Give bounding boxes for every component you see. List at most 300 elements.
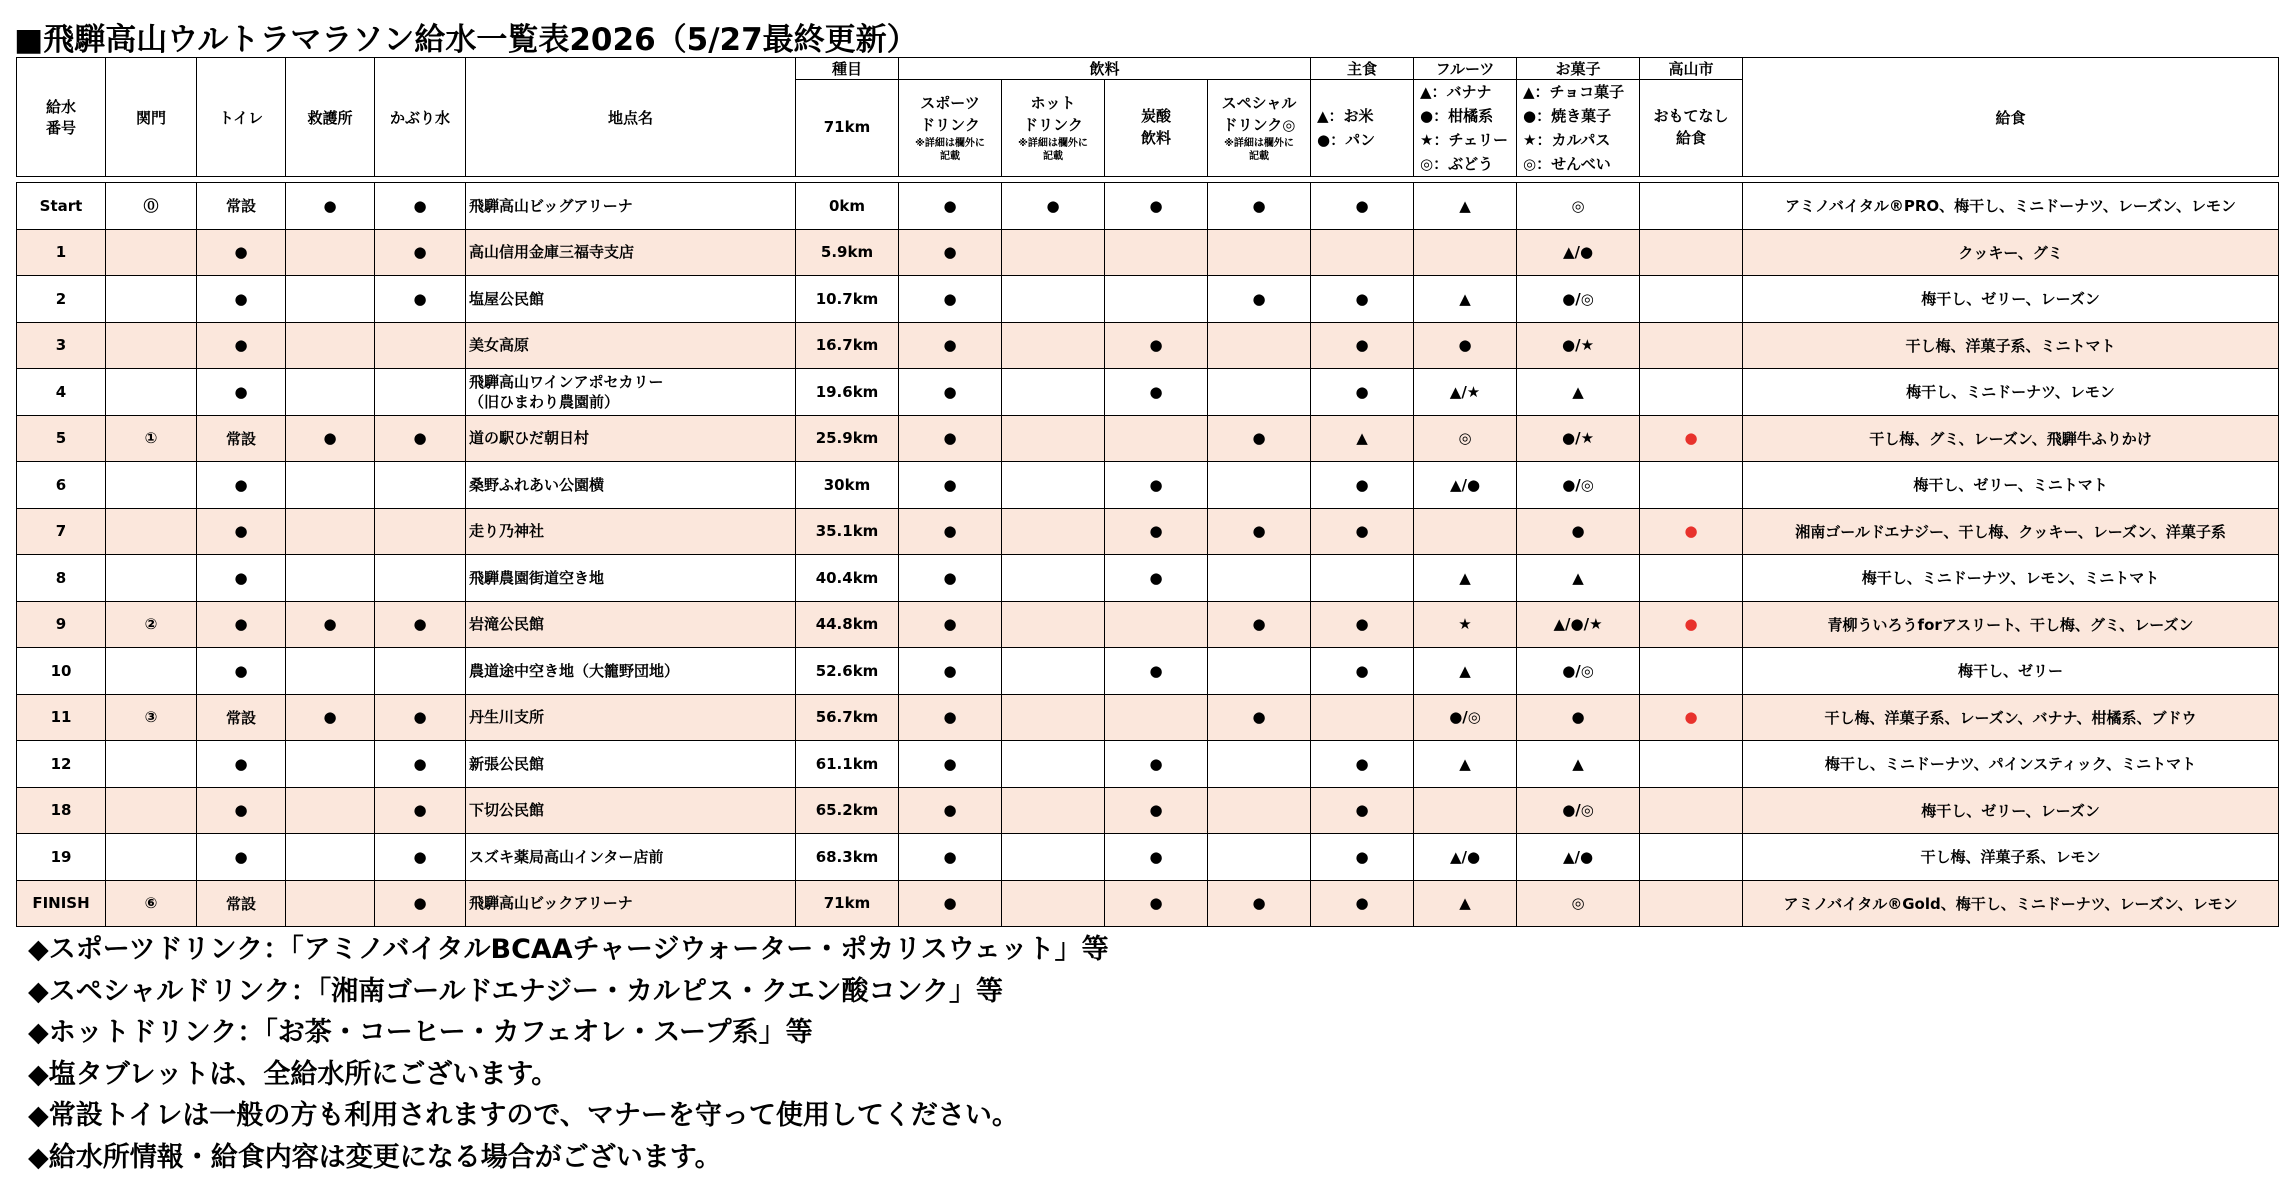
cell-toilet: 常設 <box>197 415 286 462</box>
cell-number: FINISH <box>17 880 106 927</box>
cell-number: 19 <box>17 834 106 881</box>
cell-distance: 30km <box>796 462 899 509</box>
cell-distance: 35.1km <box>796 508 899 555</box>
cell-toilet: ● <box>197 834 286 881</box>
cell-omotenashi <box>1640 276 1743 323</box>
cell-sports-drink: ● <box>899 508 1002 555</box>
note-sports-drink: ◆スポーツドリンク：「アミノバイタルBCAAチャージウォーター・ポカリスウェット」等 <box>28 934 1109 965</box>
cell-aid <box>286 229 375 276</box>
cell-hot-drink <box>1002 741 1105 788</box>
cell-snack: ●/◎ <box>1517 787 1640 834</box>
cell-omotenashi <box>1640 880 1743 927</box>
cell-location: 新張公民館 <box>466 741 796 788</box>
cell-toilet: ● <box>197 787 286 834</box>
cell-special-drink: ● <box>1208 183 1311 230</box>
cell-gate <box>106 462 197 509</box>
cell-gate <box>106 555 197 602</box>
cell-number: 2 <box>17 276 106 323</box>
table-row <box>17 601 2279 648</box>
cell-toilet: ● <box>197 555 286 602</box>
cell-omotenashi <box>1640 787 1743 834</box>
cell-staple <box>1311 555 1414 602</box>
cell-omotenashi <box>1640 369 1743 416</box>
cell-water: ● <box>375 880 466 927</box>
cell-fruit: ▲ <box>1414 555 1517 602</box>
cell-hot-drink <box>1002 508 1105 555</box>
cell-water: ● <box>375 834 466 881</box>
cell-staple: ● <box>1311 183 1414 230</box>
cell-snack: ●/◎ <box>1517 462 1640 509</box>
cell-water <box>375 369 466 416</box>
cell-omotenashi <box>1640 555 1743 602</box>
cell-distance: 68.3km <box>796 834 899 881</box>
cell-water: ● <box>375 694 466 741</box>
cell-snack: ▲/●/★ <box>1517 601 1640 648</box>
cell-gate: ③ <box>106 694 197 741</box>
cell-meal: アミノバイタル®PRO、梅干し、ミニドーナツ、レーズン、レモン <box>1743 183 2279 230</box>
cell-staple: ● <box>1311 741 1414 788</box>
cell-number: 10 <box>17 648 106 695</box>
footer-notes <box>28 929 1109 1178</box>
cell-meal: 梅干し、ミニドーナツ、パインスティック、ミニトマト <box>1743 741 2279 788</box>
cell-meal: 干し梅、洋菓子系、ミニトマト <box>1743 322 2279 369</box>
cell-water <box>375 462 466 509</box>
cell-aid <box>286 322 375 369</box>
cell-hot-drink <box>1002 601 1105 648</box>
cell-water <box>375 648 466 695</box>
cell-soda <box>1105 229 1208 276</box>
cell-fruit: ●/◎ <box>1414 694 1517 741</box>
header-distance: 71km <box>796 80 899 177</box>
header-soda: 炭酸 飲料 <box>1105 80 1208 177</box>
note-subject-to-change: ◆給水所情報・給食内容は変更になる場合がございます。 <box>28 1141 722 1173</box>
cell-fruit: ▲ <box>1414 276 1517 323</box>
cell-gate <box>106 322 197 369</box>
table-row <box>17 741 2279 788</box>
cell-toilet: ● <box>197 322 286 369</box>
header-drinks-group: 飲料 <box>899 58 1311 80</box>
table-row <box>17 276 2279 323</box>
cell-location: 下切公民館 <box>466 787 796 834</box>
cell-fruit: ▲/● <box>1414 834 1517 881</box>
cell-meal: 干し梅、洋菓子系、レーズン、バナナ、柑橘系、ブドウ <box>1743 694 2279 741</box>
cell-sports-drink: ● <box>899 322 1002 369</box>
cell-staple: ● <box>1311 787 1414 834</box>
header-water: かぶり水 <box>375 58 466 177</box>
cell-distance: 10.7km <box>796 276 899 323</box>
header-special-note: ※詳細は欄外に 記載 <box>1224 137 1294 162</box>
cell-soda: ● <box>1105 508 1208 555</box>
cell-omotenashi: ● <box>1640 694 1743 741</box>
cell-sports-drink: ● <box>899 415 1002 462</box>
cell-sports-drink: ● <box>899 462 1002 509</box>
cell-location: 飛騨高山ビックアリーナ <box>466 880 796 927</box>
cell-distance: 56.7km <box>796 694 899 741</box>
cell-meal: 梅干し、ゼリー <box>1743 648 2279 695</box>
cell-fruit <box>1414 508 1517 555</box>
cell-location: 桑野ふれあい公園横 <box>466 462 796 509</box>
cell-meal: 干し梅、グミ、レーズン、飛騨牛ふりかけ <box>1743 415 2279 462</box>
cell-fruit: ▲/★ <box>1414 369 1517 416</box>
cell-location: 飛騨高山ビッグアリーナ <box>466 183 796 230</box>
cell-hot-drink <box>1002 229 1105 276</box>
cell-staple: ● <box>1311 880 1414 927</box>
header-sports-note: ※詳細は欄外に 記載 <box>915 137 985 162</box>
water-station-table <box>16 57 2279 927</box>
header-city-group: 高山市 <box>1640 58 1743 80</box>
cell-water: ● <box>375 415 466 462</box>
cell-aid: ● <box>286 183 375 230</box>
cell-water: ● <box>375 229 466 276</box>
cell-water: ● <box>375 787 466 834</box>
cell-distance: 19.6km <box>796 369 899 416</box>
cell-distance: 71km <box>796 880 899 927</box>
cell-aid <box>286 462 375 509</box>
cell-hot-drink <box>1002 834 1105 881</box>
cell-number: 7 <box>17 508 106 555</box>
cell-sports-drink: ● <box>899 880 1002 927</box>
cell-snack: ●/★ <box>1517 415 1640 462</box>
cell-staple: ● <box>1311 834 1414 881</box>
page-title: ■飛騨高山ウルトラマラソン給水一覧表2026（5/27最終更新） <box>14 22 918 58</box>
cell-location: 走り乃神社 <box>466 508 796 555</box>
table-row <box>17 415 2279 462</box>
cell-distance: 52.6km <box>796 648 899 695</box>
header-hot-drink-label: ホット ドリンク <box>1023 94 1083 134</box>
cell-staple: ▲ <box>1311 415 1414 462</box>
cell-special-drink: ● <box>1208 276 1311 323</box>
cell-special-drink <box>1208 462 1311 509</box>
cell-number: Start <box>17 183 106 230</box>
header-snack-legend: ▲：チョコ菓子 ●：焼き菓子 ★：カルパス ◎：せんべい <box>1517 80 1640 177</box>
cell-meal: 梅干し、ゼリー、レーズン <box>1743 276 2279 323</box>
cell-omotenashi: ● <box>1640 508 1743 555</box>
header-category: 種目 <box>796 58 899 80</box>
cell-number: 1 <box>17 229 106 276</box>
cell-water: ● <box>375 741 466 788</box>
cell-distance: 61.1km <box>796 741 899 788</box>
cell-number: 5 <box>17 415 106 462</box>
cell-hot-drink <box>1002 369 1105 416</box>
cell-meal: 青柳ういろうforアスリート、干し梅、グミ、レーズン <box>1743 601 2279 648</box>
cell-gate <box>106 741 197 788</box>
cell-toilet: ● <box>197 229 286 276</box>
cell-soda <box>1105 415 1208 462</box>
cell-number: 6 <box>17 462 106 509</box>
cell-snack: ▲/● <box>1517 834 1640 881</box>
cell-sports-drink: ● <box>899 229 1002 276</box>
cell-omotenashi: ● <box>1640 601 1743 648</box>
cell-hot-drink <box>1002 648 1105 695</box>
cell-special-drink <box>1208 555 1311 602</box>
cell-gate: ⑥ <box>106 880 197 927</box>
cell-fruit: ◎ <box>1414 415 1517 462</box>
cell-toilet: ● <box>197 741 286 788</box>
cell-toilet: ● <box>197 369 286 416</box>
cell-distance: 65.2km <box>796 787 899 834</box>
cell-location: 丹生川支所 <box>466 694 796 741</box>
note-special-drink: ◆スペシャルドリンク：「湘南ゴールドエナジー・カルピス・クエン酸コンク」等 <box>28 975 1003 1007</box>
cell-soda: ● <box>1105 787 1208 834</box>
cell-soda: ● <box>1105 369 1208 416</box>
cell-fruit <box>1414 229 1517 276</box>
cell-fruit: ▲ <box>1414 648 1517 695</box>
cell-special-drink: ● <box>1208 508 1311 555</box>
table-row <box>17 880 2279 927</box>
cell-location: 農道途中空き地（大籠野団地） <box>466 648 796 695</box>
cell-staple <box>1311 229 1414 276</box>
cell-staple: ● <box>1311 276 1414 323</box>
cell-gate <box>106 508 197 555</box>
cell-location: 塩屋公民館 <box>466 276 796 323</box>
cell-snack: ▲ <box>1517 369 1640 416</box>
cell-staple: ● <box>1311 369 1414 416</box>
header-staple-legend: ▲：お米 ●：パン <box>1311 80 1414 177</box>
header-hot-note: ※詳細は欄外に 記載 <box>1018 137 1088 162</box>
cell-gate <box>106 229 197 276</box>
cell-omotenashi: ● <box>1640 415 1743 462</box>
cell-location: 高山信用金庫三福寺支店 <box>466 229 796 276</box>
cell-special-drink: ● <box>1208 601 1311 648</box>
header-gate: 関門 <box>106 58 197 177</box>
cell-number: 3 <box>17 322 106 369</box>
table-row <box>17 508 2279 555</box>
cell-special-drink <box>1208 834 1311 881</box>
cell-aid: ● <box>286 415 375 462</box>
cell-aid <box>286 787 375 834</box>
cell-staple: ● <box>1311 462 1414 509</box>
cell-special-drink <box>1208 322 1311 369</box>
cell-fruit: ▲ <box>1414 741 1517 788</box>
cell-meal: 干し梅、洋菓子系、レモン <box>1743 834 2279 881</box>
cell-water: ● <box>375 183 466 230</box>
cell-water <box>375 555 466 602</box>
cell-hot-drink <box>1002 694 1105 741</box>
cell-snack: ● <box>1517 508 1640 555</box>
cell-number: 18 <box>17 787 106 834</box>
cell-omotenashi <box>1640 462 1743 509</box>
cell-omotenashi <box>1640 741 1743 788</box>
cell-toilet: ● <box>197 601 286 648</box>
cell-soda: ● <box>1105 880 1208 927</box>
header-hot-drink <box>1002 80 1105 177</box>
table-row <box>17 694 2279 741</box>
cell-hot-drink <box>1002 415 1105 462</box>
cell-special-drink <box>1208 369 1311 416</box>
note-salt-tablet: ◆塩タブレットは、全給水所にございます。 <box>28 1058 559 1090</box>
cell-toilet: 常設 <box>197 183 286 230</box>
cell-aid <box>286 834 375 881</box>
cell-hot-drink <box>1002 276 1105 323</box>
cell-special-drink <box>1208 229 1311 276</box>
table-row <box>17 369 2279 416</box>
cell-omotenashi <box>1640 648 1743 695</box>
cell-snack: ●/◎ <box>1517 648 1640 695</box>
cell-sports-drink: ● <box>899 834 1002 881</box>
table-row <box>17 787 2279 834</box>
cell-sports-drink: ● <box>899 694 1002 741</box>
cell-gate <box>106 648 197 695</box>
cell-sports-drink: ● <box>899 648 1002 695</box>
cell-soda: ● <box>1105 462 1208 509</box>
cell-staple: ● <box>1311 508 1414 555</box>
table-body <box>17 183 2279 927</box>
note-hot-drink: ◆ホットドリンク：「お茶・コーヒー・カフェオレ・スープ系」等 <box>28 1017 813 1048</box>
header-aid: 救護所 <box>286 58 375 177</box>
cell-staple: ● <box>1311 648 1414 695</box>
header-special-drink <box>1208 80 1311 177</box>
header-snack-group: お菓子 <box>1517 58 1640 80</box>
cell-staple: ● <box>1311 601 1414 648</box>
cell-snack: ●/★ <box>1517 322 1640 369</box>
cell-toilet: 常設 <box>197 880 286 927</box>
cell-fruit: ▲ <box>1414 183 1517 230</box>
cell-location: 飛騨農園街道空き地 <box>466 555 796 602</box>
cell-meal: アミノバイタル®Gold、梅干し、ミニドーナツ、レーズン、レモン <box>1743 880 2279 927</box>
header-fruit-legend: ▲：バナナ ●：柑橘系 ★：チェリー ◎：ぶどう <box>1414 80 1517 177</box>
table-row <box>17 555 2279 602</box>
cell-staple <box>1311 694 1414 741</box>
table-row <box>17 462 2279 509</box>
cell-special-drink: ● <box>1208 694 1311 741</box>
cell-location: 美女高原 <box>466 322 796 369</box>
cell-meal: 梅干し、ミニドーナツ、レモン、ミニトマト <box>1743 555 2279 602</box>
cell-number: 4 <box>17 369 106 416</box>
cell-hot-drink <box>1002 787 1105 834</box>
cell-sports-drink: ● <box>899 601 1002 648</box>
cell-omotenashi <box>1640 322 1743 369</box>
header-special-drink-label: スペシャル ドリンク◎ <box>1221 94 1297 134</box>
cell-aid <box>286 648 375 695</box>
cell-soda: ● <box>1105 741 1208 788</box>
cell-soda: ● <box>1105 555 1208 602</box>
cell-water <box>375 322 466 369</box>
cell-staple: ● <box>1311 322 1414 369</box>
cell-snack: ◎ <box>1517 880 1640 927</box>
cell-toilet: ● <box>197 508 286 555</box>
cell-gate <box>106 276 197 323</box>
cell-sports-drink: ● <box>899 369 1002 416</box>
cell-snack: ◎ <box>1517 183 1640 230</box>
cell-soda: ● <box>1105 183 1208 230</box>
table-row <box>17 834 2279 881</box>
cell-toilet: ● <box>197 276 286 323</box>
cell-special-drink: ● <box>1208 415 1311 462</box>
table-row <box>17 648 2279 695</box>
cell-gate: ⓪ <box>106 183 197 230</box>
cell-location: 岩滝公民館 <box>466 601 796 648</box>
cell-soda: ● <box>1105 648 1208 695</box>
cell-location: 道の駅ひだ朝日村 <box>466 415 796 462</box>
cell-sports-drink: ● <box>899 555 1002 602</box>
cell-omotenashi <box>1640 183 1743 230</box>
header-number: 給水 番号 <box>17 58 106 177</box>
cell-snack: ● <box>1517 694 1640 741</box>
note-toilet-manners: ◆常設トイレは一般の方も利用されますので、マナーを守って使用してください。 <box>28 1100 1019 1131</box>
cell-fruit: ★ <box>1414 601 1517 648</box>
cell-distance: 5.9km <box>796 229 899 276</box>
table-row <box>17 183 2279 230</box>
header-sports-drink-label: スポーツ ドリンク <box>920 94 980 134</box>
cell-water <box>375 508 466 555</box>
cell-location: 飛騨高山ワインアポセカリー （旧ひまわり農園前） <box>466 369 796 416</box>
cell-soda <box>1105 276 1208 323</box>
cell-number: 9 <box>17 601 106 648</box>
cell-aid <box>286 741 375 788</box>
cell-snack: ▲ <box>1517 555 1640 602</box>
cell-location: スズキ薬局高山インター店前 <box>466 834 796 881</box>
header-meal: 給食 <box>1743 58 2279 177</box>
table-row <box>17 322 2279 369</box>
cell-fruit: ▲/● <box>1414 462 1517 509</box>
cell-gate: ① <box>106 415 197 462</box>
cell-gate <box>106 369 197 416</box>
cell-gate <box>106 834 197 881</box>
cell-sports-drink: ● <box>899 276 1002 323</box>
cell-fruit: ▲ <box>1414 880 1517 927</box>
header-location: 地点名 <box>466 58 796 177</box>
cell-toilet: 常設 <box>197 694 286 741</box>
cell-distance: 44.8km <box>796 601 899 648</box>
cell-number: 11 <box>17 694 106 741</box>
cell-gate <box>106 787 197 834</box>
cell-soda <box>1105 601 1208 648</box>
header-group-row <box>17 58 2279 80</box>
cell-omotenashi <box>1640 229 1743 276</box>
cell-water: ● <box>375 601 466 648</box>
cell-aid <box>286 555 375 602</box>
cell-water: ● <box>375 276 466 323</box>
cell-distance: 40.4km <box>796 555 899 602</box>
cell-hot-drink <box>1002 880 1105 927</box>
cell-sports-drink: ● <box>899 787 1002 834</box>
cell-special-drink <box>1208 648 1311 695</box>
cell-gate: ② <box>106 601 197 648</box>
header-staple-group: 主食 <box>1311 58 1414 80</box>
cell-meal: 梅干し、ミニドーナツ、レモン <box>1743 369 2279 416</box>
cell-snack: ●/◎ <box>1517 276 1640 323</box>
cell-toilet: ● <box>197 648 286 695</box>
cell-hot-drink <box>1002 462 1105 509</box>
cell-distance: 16.7km <box>796 322 899 369</box>
cell-aid <box>286 276 375 323</box>
cell-special-drink <box>1208 741 1311 788</box>
cell-special-drink: ● <box>1208 880 1311 927</box>
cell-sports-drink: ● <box>899 741 1002 788</box>
header-fruit-group: フルーツ <box>1414 58 1517 80</box>
cell-aid <box>286 508 375 555</box>
cell-aid <box>286 880 375 927</box>
header-sports-drink <box>899 80 1002 177</box>
cell-aid: ● <box>286 694 375 741</box>
cell-special-drink <box>1208 787 1311 834</box>
cell-meal: 湘南ゴールドエナジー、干し梅、クッキー、レーズン、洋菓子系 <box>1743 508 2279 555</box>
table-row <box>17 229 2279 276</box>
header-toilet: トイレ <box>197 58 286 177</box>
cell-toilet: ● <box>197 462 286 509</box>
cell-omotenashi <box>1640 834 1743 881</box>
cell-snack: ▲/● <box>1517 229 1640 276</box>
cell-hot-drink <box>1002 322 1105 369</box>
cell-distance: 0km <box>796 183 899 230</box>
cell-snack: ▲ <box>1517 741 1640 788</box>
cell-soda <box>1105 694 1208 741</box>
cell-meal: 梅干し、ゼリー、ミニトマト <box>1743 462 2279 509</box>
cell-soda: ● <box>1105 834 1208 881</box>
cell-distance: 25.9km <box>796 415 899 462</box>
cell-number: 12 <box>17 741 106 788</box>
cell-meal: 梅干し、ゼリー、レーズン <box>1743 787 2279 834</box>
